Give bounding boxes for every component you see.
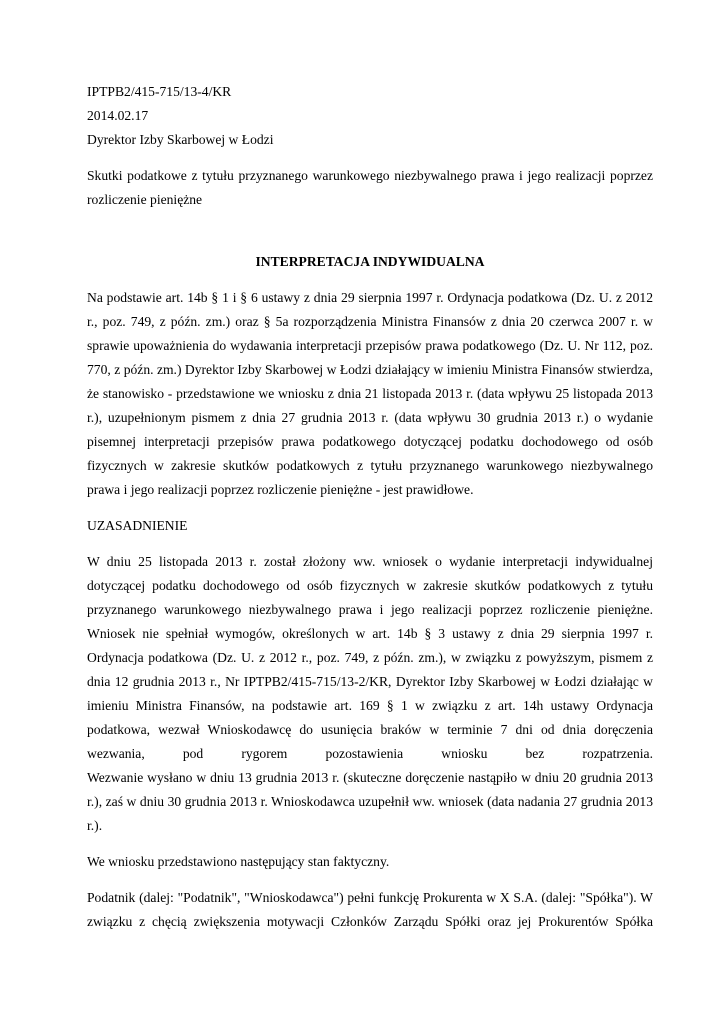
issuing-authority: Dyrektor Izby Skarbowej w Łodzi <box>87 132 274 147</box>
document-title: INTERPRETACJA INDYWIDUALNA <box>255 254 485 269</box>
issue-date: 2014.02.17 <box>87 108 149 123</box>
section-heading: UZASADNIENIE <box>87 518 188 533</box>
document-page <box>87 80 653 934</box>
subject-line: Skutki podatkowe z tytułu przyznanego warunkowego niezbywalnego prawa i jego realizacji poprzez rozliczenie pieniężne <box>87 168 653 207</box>
intro-paragraph: Na podstawie art. 14b § 1 i § 6 ustawy z dnia 29 sierpnia 1997 r. Ordynacja podatkowa (Dz. U. z 2012 r., poz. 749, z późn. zm.) oraz § 5a rozporządzenia Ministra Finansów z dnia 20 czerwca 2007 r. w sprawie upoważnienia do wydawania interpretacji przepisów prawa podatkowego (Dz. U. Nr 112, poz. 770, z późn. zm.) Dyrektor Izby Skarbowej w Łodzi działający w imieniu Ministra Finansów stwierdza, że stanowisko - przedstawione we wniosku z dnia 21 listopada 2013 r. (data wpływu 25 listopada 2013 r.), uzupełnionym pismem z dnia 27 grudnia 2013 r. (data wpływu 30 grudnia 2013 r.) o wydanie pisemnej interpretacji przepisów prawa podatkowego dotyczącej podatku dochodowego od osób fizycznych w zakresie skutków podatkowych z tytułu przyznanego warunkowego niezbywalnego prawa i jego realizacji poprzez rozliczenie pieniężne - jest prawidłowe. <box>87 290 653 497</box>
facts-intro: We wniosku przedstawiono następujący stan faktyczny. <box>87 854 390 869</box>
reference-number: IPTPB2/415-715/13-4/KR <box>87 84 232 99</box>
facts-paragraph: Podatnik (dalej: "Podatnik", "Wnioskodawca") pełni funkcję Prokurenta w X S.A. (dalej: "Spółka"). W związku z chęcią zwiększenia motywacji Członków Zarządu Spółki oraz jej Prokurentów Spółka <box>87 890 653 929</box>
reasoning-paragraph: W dniu 25 listopada 2013 r. został złożony ww. wniosek o wydanie interpretacji indywidualnej dotyczącej podatku dochodowego od osób fizycznych w zakresie skutków podatkowych z tytułu przyznanego warunkowego niezbywalnego prawa i jego realizacji poprzez rozliczenie pieniężne. Wniosek nie spełniał wymogów, określonych w art. 14b § 3 ustawy z dnia 29 sierpnia 1997 r. Ordynacja podatkowa (Dz. U. z 2012 r., poz. 749, z późn. zm.), w związku z powyższym, pismem z dnia 12 grudnia 2013 r., Nr IPTPB2/415-715/13-2/KR, Dyrektor Izby Skarbowej w Łodzi działając w imieniu Ministra Finansów, na podstawie art. 169 § 1 w związku z art. 14h ustawy Ordynacja podatkowa, wezwał Wnioskodawcę do usunięcia braków w terminie 7 dni od dnia doręczenia wezwania, pod rygorem pozostawienia wniosku bez rozpatrzenia. <box>87 554 653 761</box>
reasoning-paragraph-continued: Wezwanie wysłano w dniu 13 grudnia 2013 r. (skuteczne doręczenie nastąpiło w dniu 20 grudnia 2013 r.), zaś w dniu 30 grudnia 2013 r. Wnioskodawca uzupełnił ww. wniosek (data nadania 27 grudnia 2013 r.). <box>87 770 653 833</box>
